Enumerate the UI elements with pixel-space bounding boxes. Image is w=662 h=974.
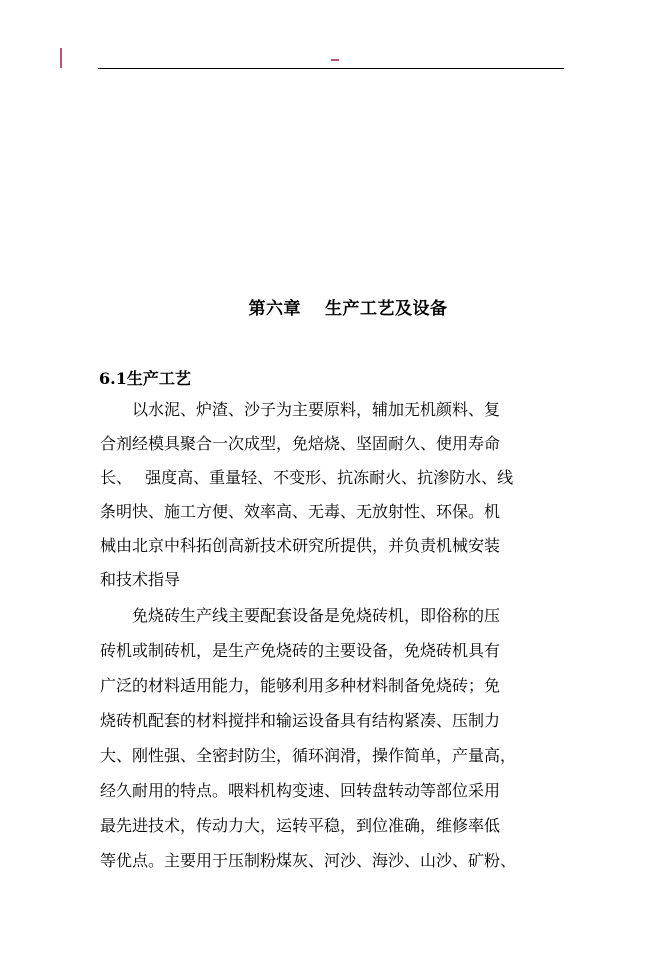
body-line: 大、刚性强、全密封防尘，循环润滑，操作简单，产量高， — [100, 746, 517, 765]
body-line: 砖机或制砖机，是生产免烧砖的主要设备，免烧砖机具有 — [100, 641, 501, 660]
body-line: 长、 强度高、重量轻、不变形、抗冻耐火、抗渗防水、线 — [100, 468, 514, 487]
body-line: 免烧砖生产线主要配套设备是免烧砖机，即俗称的压 — [100, 606, 501, 625]
body-line: 械由北京中科拓创高新技术研究所提供，并负责机械安装 — [100, 536, 501, 555]
body-line: 以水泥、炉渣、沙子为主要原料，辅加无机颜料、复 — [100, 400, 501, 419]
body-line: 经久耐用的特点。喂料机构变速、回转盘转动等部位采用 — [100, 781, 501, 800]
body-line: 合剂经模具聚合一次成型，免焙烧、坚固耐久、使用寿命 — [100, 434, 501, 453]
body-line: 等优点。主要用于压制粉煤灰、河沙、海沙、山沙、矿粉、 — [100, 851, 517, 870]
body-line: 最先进技术，传动力大，运转平稳，到位准确，维修率低 — [100, 816, 501, 835]
section-title: 6.1生产工艺 — [99, 369, 191, 388]
body-line: 条明快、施工方便、效率高、无毒、无放射性、环保。机 — [100, 502, 501, 521]
body-line: 广泛的材料适用能力，能够利用多种材料制备免烧砖；免 — [100, 676, 501, 695]
header-rule — [98, 68, 564, 69]
header-mark — [331, 59, 339, 61]
body-line: 和技术指导 — [100, 570, 181, 589]
margin-change-bar — [60, 48, 62, 68]
body-line: 烧砖机配套的材料搅拌和输运设备具有结构紧凑、压制力 — [100, 711, 501, 730]
chapter-title: 第六章 生产工艺及设备 — [248, 299, 448, 319]
